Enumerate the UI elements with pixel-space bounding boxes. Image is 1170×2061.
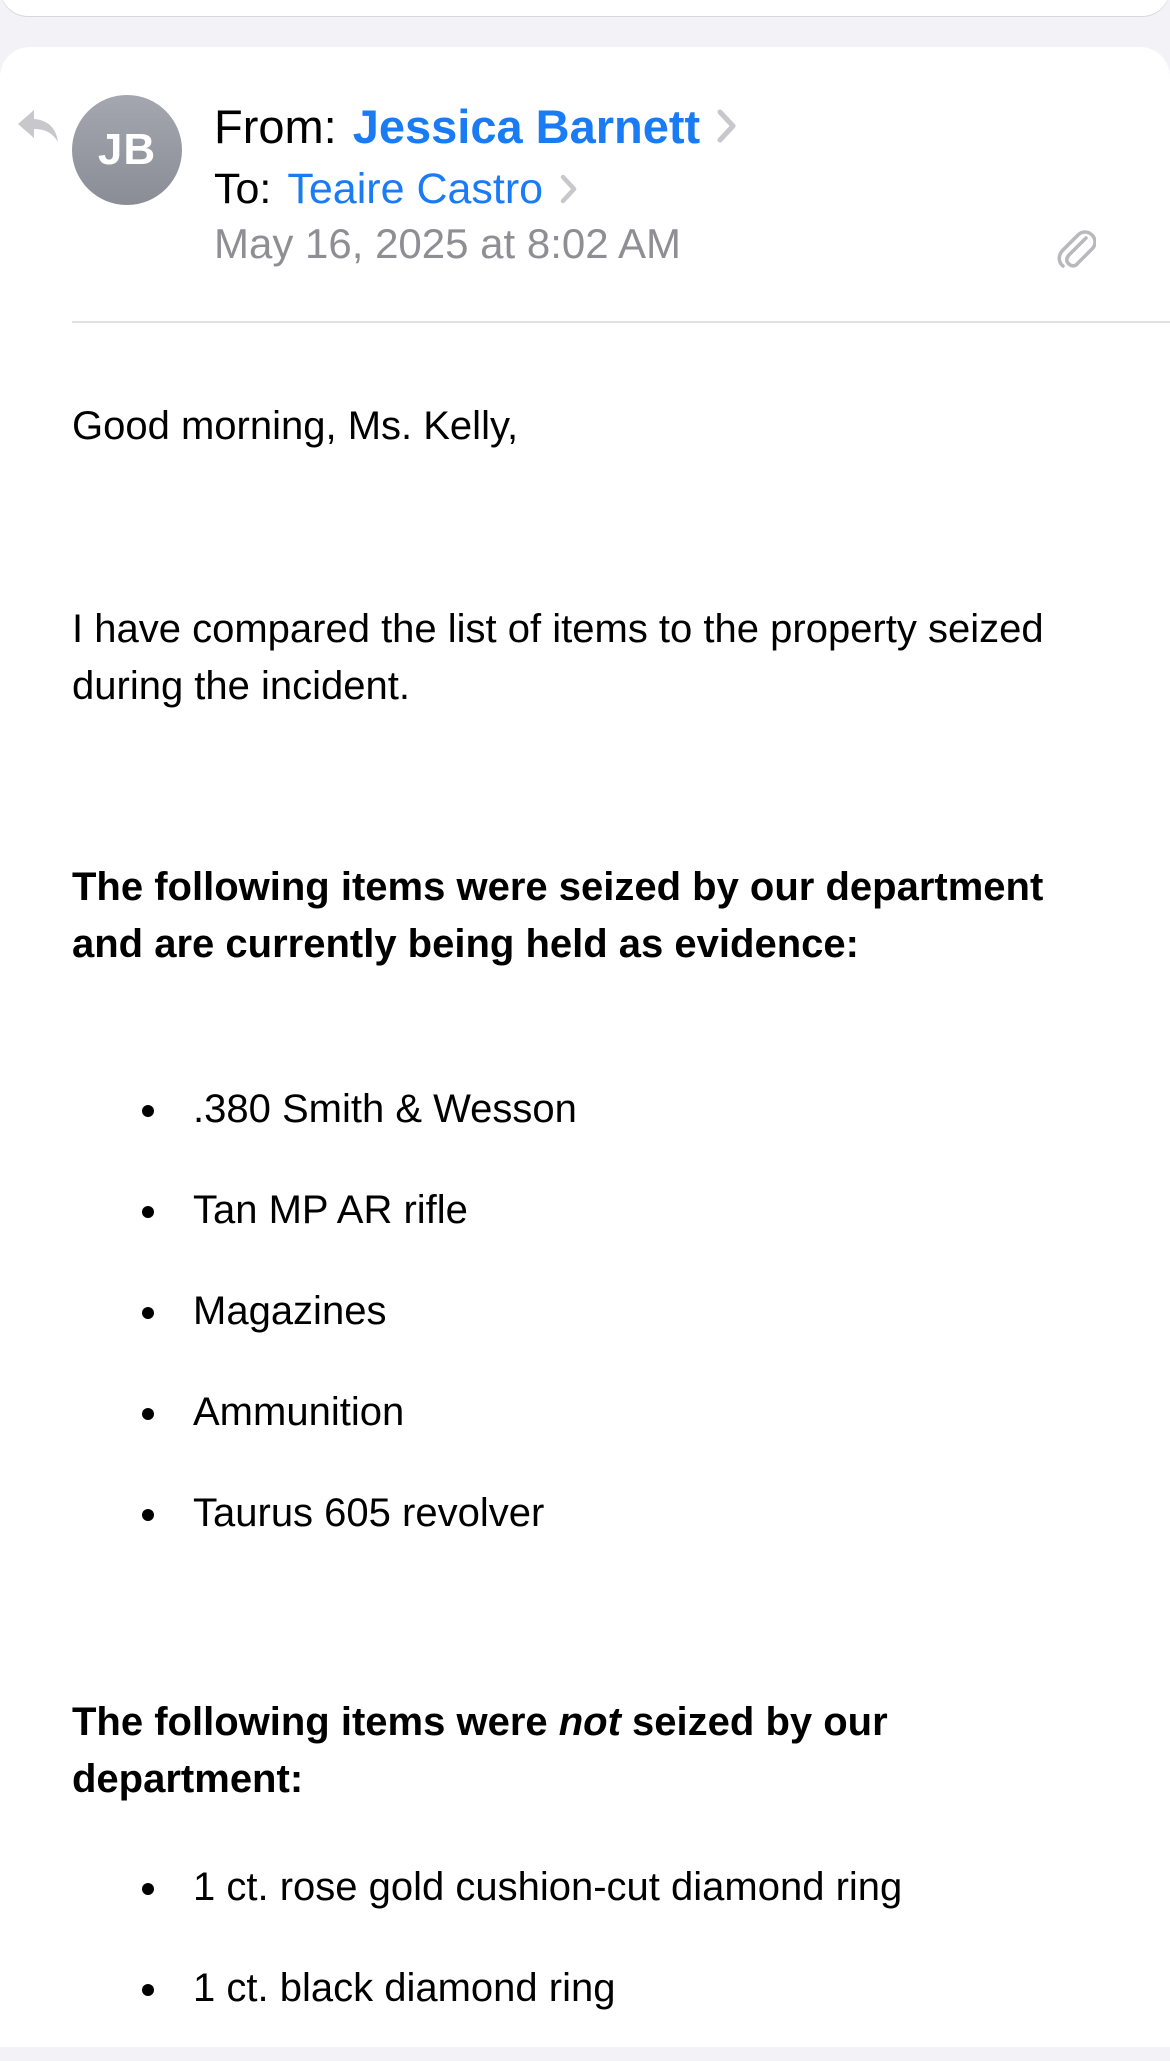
recipient-name-link[interactable]: Teaire Castro xyxy=(287,164,544,213)
heading-text-part: seized by our department: xyxy=(72,1700,888,1801)
seized-items-list xyxy=(72,1081,1112,1586)
sender-name-link[interactable]: Jessica Barnett xyxy=(352,99,701,153)
sender-avatar[interactable] xyxy=(72,95,182,205)
list-item xyxy=(72,1081,1112,1182)
message-date: May 16, 2025 at 8:02 AM xyxy=(214,220,681,267)
list-item-text: 1 ct. black diamond ring xyxy=(193,1966,616,2010)
greeting-text: Good morning, Ms. Kelly, xyxy=(72,404,519,448)
reply-icon[interactable] xyxy=(16,106,60,146)
intro-paragraph: I have compared the list of items to the property seized during the incident. xyxy=(72,607,1044,708)
to-label: To: xyxy=(214,164,272,213)
bullet xyxy=(142,1408,154,1420)
list-item xyxy=(72,1283,1112,1384)
list-item xyxy=(72,1182,1112,1283)
not-seized-items-list xyxy=(72,1859,1112,2061)
seized-items-heading: The following items were seized by our department and are currently being held as evidence: xyxy=(72,865,1044,966)
from-label: From: xyxy=(214,99,337,153)
list-item xyxy=(72,1485,1112,1586)
header-divider xyxy=(72,321,1170,323)
to-line xyxy=(214,162,579,216)
bullet xyxy=(142,1509,154,1521)
bullet xyxy=(142,1105,154,1117)
bullet xyxy=(142,1883,154,1895)
from-line xyxy=(214,96,738,156)
list-item-text: Tan MP AR rifle xyxy=(193,1188,468,1232)
avatar-initials: JB xyxy=(97,125,157,174)
paperclip-icon[interactable] xyxy=(1056,226,1096,270)
bullet xyxy=(142,1307,154,1319)
heading-text-part: The following items were xyxy=(72,1700,559,1744)
list-item xyxy=(72,1384,1112,1485)
list-item xyxy=(72,1859,1112,1960)
list-item xyxy=(72,1960,1112,2061)
previous-message-card[interactable] xyxy=(0,0,1170,16)
not-seized-items-heading xyxy=(72,1694,1092,1808)
bullet xyxy=(142,1984,154,1996)
list-item-text: Taurus 605 revolver xyxy=(193,1491,545,1535)
chevron-right-icon[interactable] xyxy=(716,108,738,144)
list-item-text: .380 Smith & Wesson xyxy=(193,1087,577,1131)
list-item-text: Magazines xyxy=(193,1289,387,1333)
list-item-text: 1 ct. rose gold cushion-cut diamond ring xyxy=(193,1865,903,1909)
list-item-text: Ammunition xyxy=(193,1390,405,1434)
heading-emphasis: not xyxy=(558,1700,621,1744)
bullet xyxy=(142,1206,154,1218)
chevron-right-icon[interactable] xyxy=(559,173,579,205)
